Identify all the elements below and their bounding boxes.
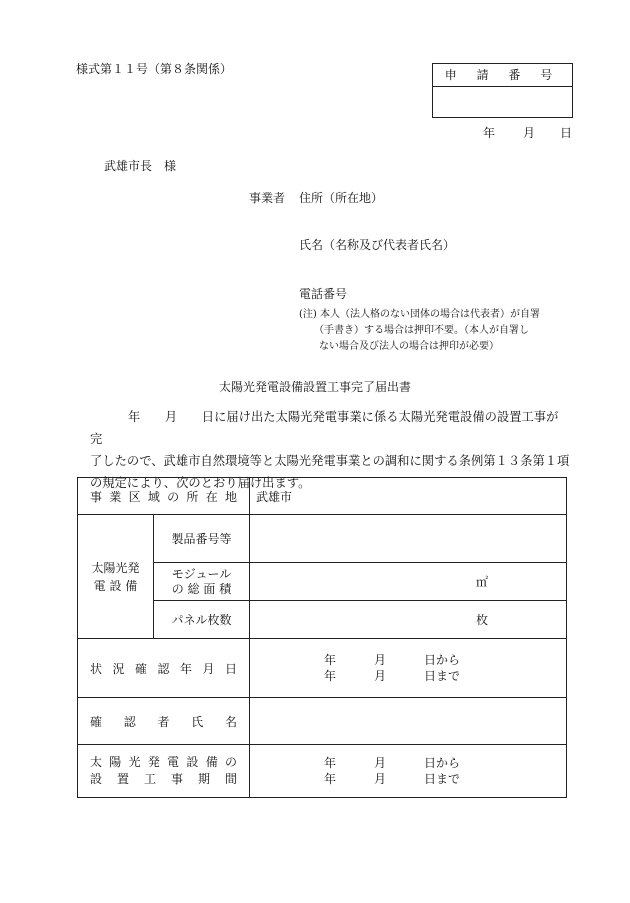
table-row xyxy=(78,698,567,745)
year-unit: 年 xyxy=(324,756,337,770)
month-unit: 月 xyxy=(374,772,387,786)
name-label: 氏名（名称及び代表者氏名） xyxy=(299,238,456,252)
date-day: 日 xyxy=(560,126,573,140)
date-from xyxy=(324,755,566,771)
date-to xyxy=(324,771,566,787)
month-unit: 月 xyxy=(374,756,387,770)
confirmer-value[interactable] xyxy=(250,698,567,745)
year-unit: 年 xyxy=(324,653,337,667)
date-from xyxy=(324,652,566,668)
phone-label: 電話番号 xyxy=(299,287,348,301)
date-month: 月 xyxy=(523,126,536,140)
equipment-label-line: 太陽光発 xyxy=(91,560,140,575)
report-table xyxy=(77,477,567,798)
area-value[interactable]: 武雄市 xyxy=(250,478,567,515)
day-from-unit: 日から xyxy=(424,653,461,667)
day-from-unit: 日から xyxy=(424,756,461,770)
day-to-unit: 日まで xyxy=(424,669,461,683)
table-row xyxy=(78,639,567,698)
status-label: 状況確認年月日 xyxy=(78,639,250,698)
note-line: ない場合及び法人の場合は押印が必要） xyxy=(299,341,499,352)
module-area-value[interactable]: ㎡ xyxy=(250,563,567,601)
module-label-line: の 総 面 積 xyxy=(171,581,232,596)
panel-count-value[interactable]: 枚 xyxy=(250,601,567,639)
addressee: 武雄市長 様 xyxy=(104,159,177,173)
module-label-line: モジュール xyxy=(171,566,232,581)
date-to xyxy=(324,668,566,684)
module-label xyxy=(154,563,250,601)
equipment-label-line: 電 設 備 xyxy=(93,578,138,593)
note-line: (注) 本人（法人格のない団体の場合は代表者）が自署 xyxy=(299,309,540,320)
body-line: の規定により、次のとおり届け出ます。 xyxy=(90,476,311,490)
address-label: 住所（所在地） xyxy=(299,191,384,205)
signature-note xyxy=(299,307,540,355)
confirmer-label: 確認者氏名 xyxy=(78,698,250,745)
period-label-line: 太陽光発電設備の xyxy=(90,755,238,769)
equipment-label xyxy=(78,515,154,639)
product-label: 製品番号等 xyxy=(154,515,250,563)
area-label: 事業区域の所在地 xyxy=(78,478,250,515)
table-row xyxy=(78,478,567,515)
month-unit: 月 xyxy=(374,669,387,683)
product-value[interactable] xyxy=(250,515,567,563)
year-unit: 年 xyxy=(324,772,337,786)
form-number: 様式第１１号（第８条関係） xyxy=(76,62,233,76)
body-line: 年 月 日に届け出た太陽光発電事業に係る太陽光発電設備の設置工事が完 xyxy=(90,410,559,446)
note-line: （手書き）する場合は押印不要。（本人が自署し xyxy=(299,325,529,336)
date-year: 年 xyxy=(483,126,496,140)
table-row xyxy=(78,745,567,798)
applicant-label: 事業者 xyxy=(249,191,286,205)
application-number-box xyxy=(432,63,573,118)
body-line: 了したので、武雄市自然環境等と太陽光発電事業との調和に関する条例第１３条第１項 xyxy=(90,454,570,468)
application-number-label: 申 請 番 号 xyxy=(433,64,572,87)
period-label-line: 設置工事期間 xyxy=(90,772,238,786)
month-unit: 月 xyxy=(374,653,387,667)
status-dates[interactable] xyxy=(250,639,567,698)
day-to-unit: 日まで xyxy=(424,772,461,786)
document-title: 太陽光発電設備設置工事完了届出書 xyxy=(218,380,411,394)
year-unit: 年 xyxy=(324,669,337,683)
submission-date xyxy=(483,126,572,140)
table-row xyxy=(78,515,567,563)
panel-label: パネル枚数 xyxy=(154,601,250,639)
period-label xyxy=(78,745,250,798)
application-number-field[interactable] xyxy=(433,87,572,119)
period-dates[interactable] xyxy=(250,745,567,798)
